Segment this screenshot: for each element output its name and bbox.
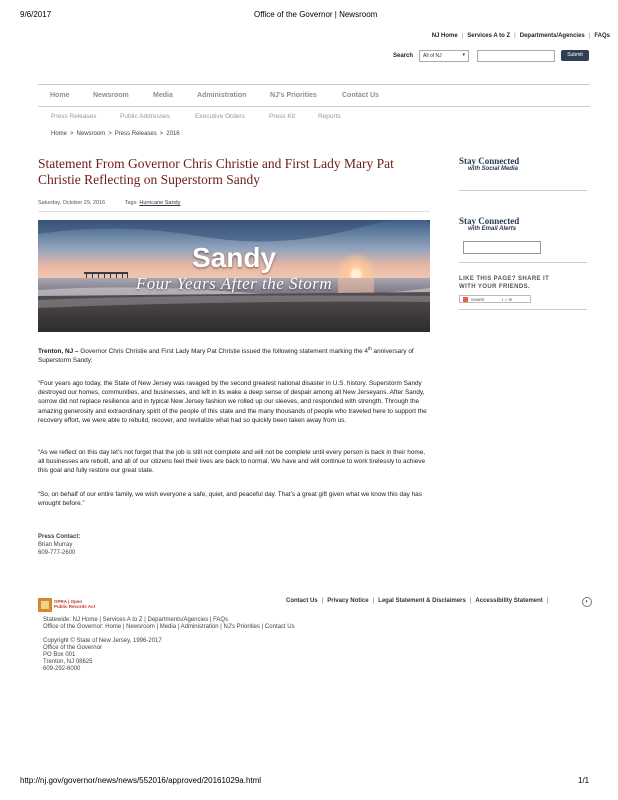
dateline: Trenton, NJ – xyxy=(38,348,79,356)
sub-nav-public-addresses[interactable]: Public Addresses xyxy=(120,113,170,120)
footer-links: Contact Us | Privacy Notice | Legal Statement & Disclaimers | Accessibility Statement | xyxy=(286,598,549,604)
share-block xyxy=(459,275,587,310)
article-date: Saturday, October 29, 2016 xyxy=(38,200,106,206)
main-nav-media[interactable]: Media xyxy=(153,92,173,99)
article-paragraph-1: “Four years ago today, the State of New Jersey was ravaged by the second greatest national disaster in U.S. history. Superstorm Sandy destroyed our homes, communities, and businesses, and left in its wake a deep sense of despair among all New Jerseyans. After Sandy, sorrow did not replace resilience and in typical New Jersey fashion we rolled up our sleeves, and responded with strength. Through the amazing generosity and extraordinary spirit of the people of this state and the many thousands of people who traveled here to support the recovery effort, we were able to rebuild, recover, and revitalize what had so quickly been taken away from us. xyxy=(38,380,427,424)
accessibility-icon[interactable]: ◐ xyxy=(582,597,592,607)
main-nav-newsroom[interactable]: Newsroom xyxy=(93,92,129,99)
press-contact-label: Press Contact: xyxy=(38,534,81,540)
hero-subtitle: Four Years After the Storm xyxy=(135,274,333,293)
sub-nav-press-kit[interactable]: Press Kit xyxy=(269,113,296,120)
search-input[interactable] xyxy=(477,50,555,62)
sub-nav xyxy=(38,113,438,123)
article-paragraph-2: “As we reflect on this day let’s not forget that the job is still not complete and will not be complete until every person is back in their home, all businesses are rebuilt, and all of our citizens feel their lives are back to normal. We have and will continue to work tirelessly to achieve this goal and fully restore our great state. xyxy=(38,449,426,475)
print-date: 9/6/2017 xyxy=(20,10,52,19)
search-scope-value: All of NJ xyxy=(423,53,442,59)
print-page: 1/1 xyxy=(578,776,590,785)
tags-label: Tags: xyxy=(124,200,138,206)
press-contact-name: Brian Murray xyxy=(38,542,73,548)
sidebar-divider xyxy=(459,262,587,263)
main-nav xyxy=(38,84,590,107)
top-nav: NJ Home | Services A to Z | Departments/Agencies | FAQs xyxy=(431,33,610,39)
print-title: Office of the Governor | Newsroom xyxy=(254,10,378,19)
breadcrumb: Home > Newsroom > Press Releases > 2016 xyxy=(51,131,180,137)
footer-address-1: Office of the Governor xyxy=(43,645,102,651)
opra-logo-line2: Public Records Act xyxy=(54,604,96,609)
article-paragraph-3: “So, on behalf of our entire family, we wish everyone a safe, quiet, and peaceful day. That’s a great gift given what we know this day has wrought before.” xyxy=(38,491,422,508)
top-nav-services[interactable]: Services A to Z xyxy=(467,33,511,39)
footer-address-2: PO Box 001 xyxy=(43,652,76,658)
breadcrumb-year[interactable]: 2016 xyxy=(166,131,180,137)
top-nav-faqs[interactable]: FAQs xyxy=(594,33,610,39)
breadcrumb-home[interactable]: Home xyxy=(51,131,68,137)
share-prompt-line2: WITH YOUR FRIENDS. xyxy=(459,284,531,290)
search-bar xyxy=(393,50,593,64)
search-label: Search xyxy=(393,53,414,59)
social-title: Stay Connected xyxy=(459,156,520,166)
intro-text-a: Governor Chris Christie and First Lady Mary Pat Christie issued the following statement marking the 4 xyxy=(80,348,368,356)
search-scope-select[interactable] xyxy=(419,50,469,62)
share-button[interactable] xyxy=(459,295,531,303)
page-title: Statement From Governor Chris Christie and First Lady Mary Pat Christie Reflecting on Superstorm Sandy xyxy=(38,156,394,187)
share-label: SHARE xyxy=(471,297,485,302)
intro-text-b: anniversary of Superstorm Sandy: xyxy=(38,348,414,365)
email-alerts-block xyxy=(459,216,587,263)
opra-logo[interactable] xyxy=(38,597,96,613)
tag-link[interactable]: Hurricane Sandy xyxy=(139,200,181,206)
footer-address-3: Trenton, NJ 08625 xyxy=(43,659,93,665)
opra-logo-line1: OPRA | Open xyxy=(54,599,83,604)
footer-statewide: Statewide: NJ Home | Services A to Z | Departments/Agencies | FAQs xyxy=(43,617,229,623)
article-meta xyxy=(38,200,180,206)
print-url: http://nj.gov/governor/news/news/552016/approved/20161029a.html xyxy=(20,776,262,785)
email-subtitle: with Email Alerts xyxy=(468,226,517,232)
divider xyxy=(38,211,430,212)
breadcrumb-newsroom[interactable]: Newsroom xyxy=(76,131,106,137)
press-contact-phone: 609-777-2600 xyxy=(38,550,76,556)
sub-nav-executive-orders[interactable]: Executive Orders xyxy=(195,113,245,120)
sub-nav-reports[interactable]: Reports xyxy=(318,113,341,120)
footer-governor-links: Office of the Governor: Home | Newsroom | Media | Administration | NJ's Priorities | Contact Us xyxy=(43,624,295,630)
intro-sup: th xyxy=(367,346,372,351)
breadcrumb-press-releases[interactable]: Press Releases xyxy=(114,131,157,137)
social-subtitle[interactable]: with Social Media xyxy=(468,166,519,172)
main-nav-priorities[interactable]: NJ's Priorities xyxy=(270,92,317,99)
social-media-block xyxy=(459,156,587,191)
footer-privacy[interactable]: Privacy Notice xyxy=(327,598,369,604)
sidebar-divider xyxy=(459,190,587,191)
main-nav-administration[interactable]: Administration xyxy=(197,92,247,99)
search-submit-button[interactable]: Submit xyxy=(561,50,589,61)
share-icon xyxy=(463,297,468,302)
chevron-down-icon: ▾ xyxy=(462,52,465,58)
sub-nav-press-releases[interactable]: Press Releases xyxy=(51,113,97,120)
main-nav-home[interactable]: Home xyxy=(50,92,70,99)
social-icons: f ✓ ✉ xyxy=(502,297,513,302)
email-title: Stay Connected xyxy=(459,216,520,226)
footer-contact[interactable]: Contact Us xyxy=(286,598,318,604)
press-contact xyxy=(38,533,80,557)
footer-accessibility[interactable]: Accessibility Statement xyxy=(475,598,543,604)
hero-title: Sandy xyxy=(191,242,277,273)
sidebar-divider xyxy=(459,309,587,310)
footer-phone: 609-292-6000 xyxy=(43,666,81,672)
main-nav-contact[interactable]: Contact Us xyxy=(342,92,379,99)
top-nav-nj-home[interactable]: NJ Home xyxy=(431,33,458,39)
footer-copyright: Copyright © State of New Jersey, 1996-2017 xyxy=(43,638,162,644)
share-prompt-line1: LIKE THIS PAGE? SHARE IT xyxy=(459,276,550,282)
top-nav-departments[interactable]: Departments/Agencies xyxy=(519,33,585,39)
hero-image xyxy=(38,220,430,332)
article-intro xyxy=(38,344,430,366)
email-field[interactable] xyxy=(463,241,541,254)
footer-legal[interactable]: Legal Statement & Disclaimers xyxy=(378,598,466,604)
